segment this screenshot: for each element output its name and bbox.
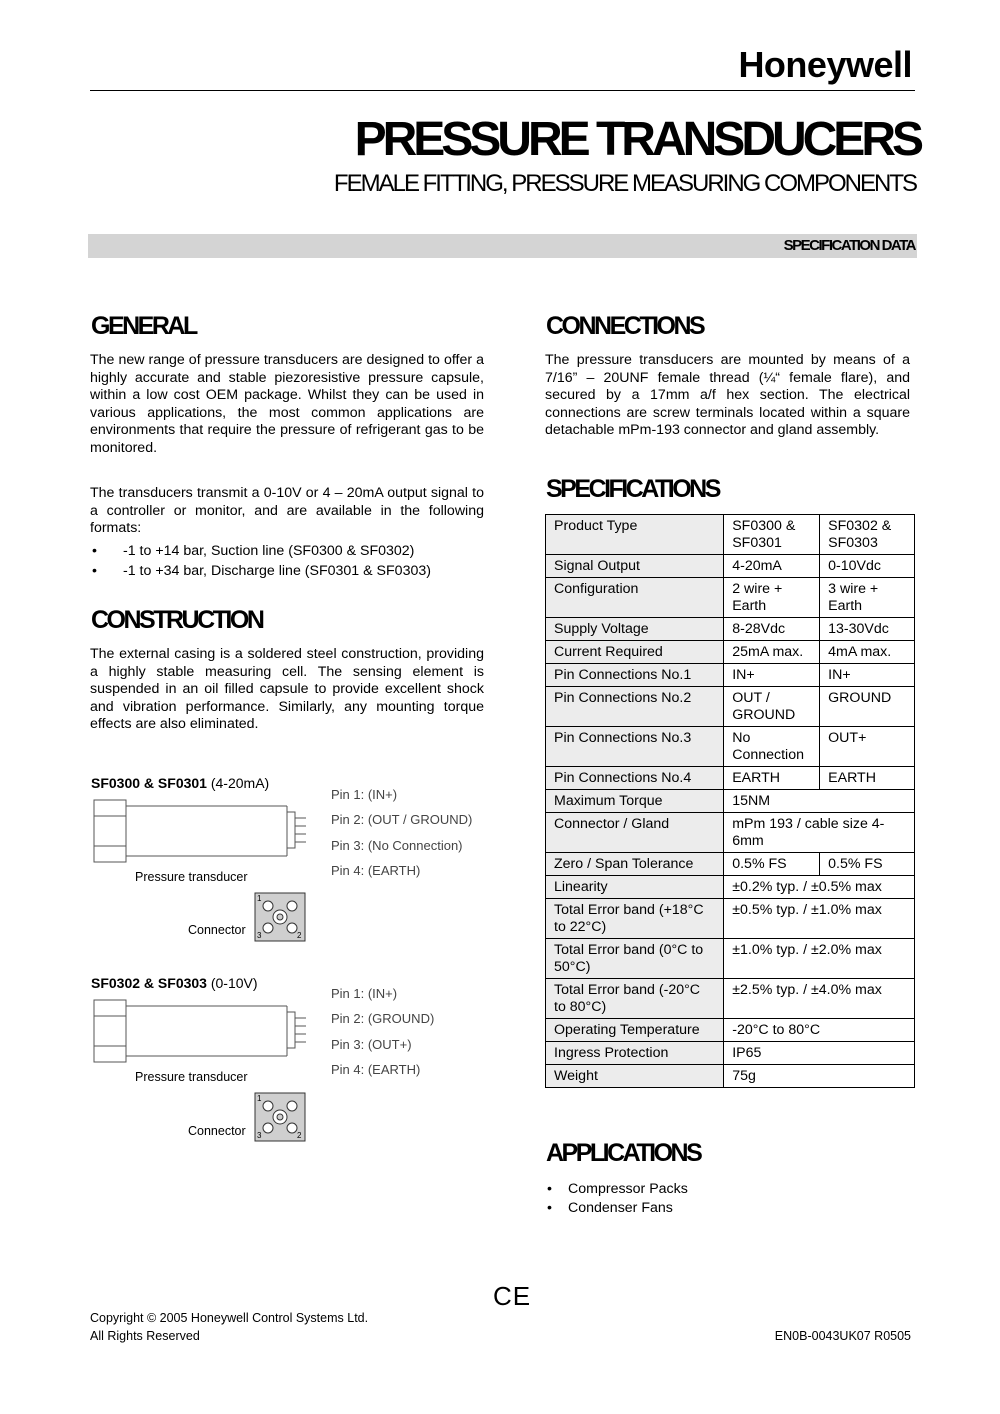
- formats-list: [90, 541, 484, 581]
- spec-label: Operating Temperature: [546, 1019, 724, 1042]
- applications-heading: APPLICATIONS: [546, 1139, 701, 1167]
- connections-paragraph: The pressure transducers are mounted by means of a 7/16” – 20UNF female thread (¼“ female flare), and secured by a 17mm a/f hex section. The electrical connections are screw terminals located within a square detachable mPm-193 connector and gland assembly.: [545, 352, 910, 438]
- rights-text: All Rights Reserved: [90, 1329, 200, 1343]
- spec-value-sf0302-sf0303: 0-10Vdc: [820, 555, 915, 578]
- table-row: [546, 727, 915, 767]
- spec-value-sf0300-sf0301: No Connection: [724, 727, 820, 767]
- table-row: [546, 687, 915, 727]
- ce-mark: CE: [493, 1281, 532, 1311]
- transducer-label-1: Pressure transducer: [135, 870, 248, 884]
- spec-value-sf0300-sf0301: EARTH: [724, 767, 820, 790]
- pin-number: 2: [297, 931, 302, 940]
- spec-value-sf0302-sf0303: OUT+: [820, 727, 915, 767]
- spec-value-sf0302-sf0303: 4mA max.: [820, 641, 915, 664]
- footer-copyright-block: [90, 1309, 368, 1345]
- table-row: [546, 1065, 915, 1088]
- applications-list: [545, 1180, 905, 1217]
- general-paragraph-2: The transducers transmit a 0-10V or 4 – 20mA output signal to a controller or monitor, and are available in the following formats:: [90, 485, 484, 536]
- table-row: [546, 1042, 915, 1065]
- pin-item: Pin 4: (EARTH): [331, 862, 421, 878]
- pin-item: Pin 3: (No Connection): [331, 837, 463, 853]
- list-item: • Compressor Packs: [545, 1180, 905, 1199]
- pin-list-2: [331, 986, 434, 1087]
- spec-label: Pin Connections No.2: [546, 687, 724, 727]
- table-row: [546, 1019, 915, 1042]
- spec-value: ±0.2% typ. / ±0.5% max: [724, 876, 915, 899]
- table-row: [546, 979, 915, 1019]
- spec-value-sf0302-sf0303: IN+: [820, 664, 915, 687]
- spec-value-sf0300-sf0301: 4-20mA: [724, 555, 820, 578]
- general-paragraph-1: The new range of pressure transducers are designed to offer a highly accurate and stable piezoresistive pressure capsule, within a low cost OEM package. Whilst they can be used in various applications, the most common applications are environments that require the pressure of refrigerant gas to be monitored.: [90, 352, 484, 456]
- spec-value: mPm 193 / cable size 4-6mm: [724, 813, 915, 853]
- construction-paragraph: The external casing is a soldered steel construction, providing a highly stable measuring cell. The sensing element is suspended in an oil filled capsule to provide excellent shock and vibration performance. Similarly, any mounting torque effects are also eliminated.: [90, 646, 484, 732]
- pin-item: Pin 2: (GROUND): [331, 1011, 435, 1027]
- spec-value: 75g: [724, 1065, 915, 1088]
- pin-item: Pin 3: (OUT+): [331, 1036, 412, 1052]
- connector-icon: [254, 892, 306, 942]
- spec-value-sf0302-sf0303: 3 wire + Earth: [820, 578, 915, 618]
- spec-value-sf0302-sf0303: EARTH: [820, 767, 915, 790]
- pin-number: 2: [297, 1131, 302, 1140]
- connector-label-2: Connector: [188, 1124, 246, 1138]
- spec-data-bar: [88, 234, 917, 258]
- table-row: [546, 813, 915, 853]
- connections-heading: CONNECTIONS: [546, 312, 704, 340]
- spec-value-sf0300-sf0301: IN+: [724, 664, 820, 687]
- specifications-heading: SPECIFICATIONS: [546, 475, 719, 503]
- spec-label: Signal Output: [546, 555, 724, 578]
- pin-item: Pin 2: (OUT / GROUND): [331, 812, 473, 828]
- table-row: [546, 876, 915, 899]
- table-row: [546, 899, 915, 939]
- list-item: • Condenser Fans: [545, 1199, 905, 1218]
- spec-value-sf0300-sf0301: OUT / GROUND: [724, 687, 820, 727]
- spec-value-sf0302-sf0303: 13-30Vdc: [820, 618, 915, 641]
- general-heading: GENERAL: [91, 312, 196, 340]
- table-row: [546, 641, 915, 664]
- table-row: [546, 664, 915, 687]
- diagram-model: SF0302 & SF0303: [91, 975, 207, 991]
- diagram-signal: (0-10V): [210, 975, 258, 991]
- diagram-model: SF0300 & SF0301: [91, 775, 207, 791]
- pin-number: 1: [257, 894, 262, 903]
- table-row: [546, 790, 915, 813]
- pin-number: 3: [257, 931, 262, 940]
- spec-value: ±1.0% typ. / ±2.0% max: [724, 939, 915, 979]
- table-row: [546, 853, 915, 876]
- document-subtitle: FEMALE FITTING, PRESSURE MEASURING COMPONENTS: [333, 170, 916, 197]
- spec-label: Pin Connections No.1: [546, 664, 724, 687]
- spec-value: -20°C to 80°C: [724, 1019, 915, 1042]
- spec-value-sf0300-sf0301: SF0300 & SF0301: [724, 515, 820, 555]
- spec-value-sf0302-sf0303: 0.5% FS: [820, 853, 915, 876]
- spec-value: IP65: [724, 1042, 915, 1065]
- spec-label: Product Type: [546, 515, 724, 555]
- pin-item: Pin 1: (IN+): [331, 986, 398, 1001]
- copyright-text: Copyright © 2005 Honeywell Control Systems Ltd.: [90, 1311, 369, 1325]
- pin-number: 3: [257, 1131, 262, 1140]
- specifications-table: [545, 514, 915, 1088]
- spec-label: Pin Connections No.3: [546, 727, 724, 767]
- table-row: [546, 767, 915, 790]
- pin-list-1: [331, 787, 472, 888]
- connector-label-1: Connector: [188, 923, 246, 937]
- diagram-signal: (4-20mA): [210, 775, 270, 791]
- spec-label: Current Required: [546, 641, 724, 664]
- spec-label: Linearity: [546, 876, 724, 899]
- spec-value: 15NM: [724, 790, 915, 813]
- spec-value: ±0.5% typ. / ±1.0% max: [724, 899, 915, 939]
- connector-icon: [254, 1092, 306, 1142]
- list-item: • -1 to +34 bar, Discharge line (SF0301 & SF0303): [90, 561, 484, 581]
- doc-type-label: SPECIFICATION DATA: [783, 237, 915, 254]
- spec-label: Pin Connections No.4: [546, 767, 724, 790]
- transducer-label-2: Pressure transducer: [135, 1070, 248, 1084]
- spec-value-sf0300-sf0301: 25mA max.: [724, 641, 820, 664]
- table-row: [546, 939, 915, 979]
- spec-label: Supply Voltage: [546, 618, 724, 641]
- spec-label: Maximum Torque: [546, 790, 724, 813]
- brand-logo: Honeywell: [738, 44, 912, 85]
- spec-label: Ingress Protection: [546, 1042, 724, 1065]
- spec-label: Total Error band (+18°C to 22°C): [546, 899, 724, 939]
- spec-value-sf0302-sf0303: GROUND: [820, 687, 915, 727]
- table-row: [546, 515, 915, 555]
- diagram-1-title: [91, 775, 269, 791]
- spec-label: Configuration: [546, 578, 724, 618]
- spec-value-sf0300-sf0301: 8-28Vdc: [724, 618, 820, 641]
- spec-label: Total Error band (0°C to 50°C): [546, 939, 724, 979]
- spec-label: Weight: [546, 1065, 724, 1088]
- pin-number: 1: [257, 1094, 262, 1103]
- pin-item: Pin 1: (IN+): [331, 787, 398, 802]
- spec-value-sf0300-sf0301: 0.5% FS: [724, 853, 820, 876]
- header-rule: [90, 90, 915, 91]
- spec-label: Zero / Span Tolerance: [546, 853, 724, 876]
- spec-label: Total Error band (-20°C to 80°C): [546, 979, 724, 1019]
- table-row: [546, 555, 915, 578]
- construction-heading: CONSTRUCTION: [91, 606, 263, 634]
- diagram-2-title: [91, 975, 258, 991]
- spec-value: ±2.5% typ. / ±4.0% max: [724, 979, 915, 1019]
- table-row: [546, 578, 915, 618]
- spec-value-sf0300-sf0301: 2 wire + Earth: [724, 578, 820, 618]
- document-code: EN0B-0043UK07 R0505: [774, 1329, 911, 1343]
- pin-item: Pin 4: (EARTH): [331, 1061, 421, 1077]
- list-item: • -1 to +14 bar, Suction line (SF0300 & SF0302): [90, 541, 484, 561]
- document-title: PRESSURE TRANSDUCERS: [354, 113, 920, 166]
- table-row: [546, 618, 915, 641]
- spec-label: Connector / Gland: [546, 813, 724, 853]
- spec-value-sf0302-sf0303: SF0302 & SF0303: [820, 515, 915, 555]
